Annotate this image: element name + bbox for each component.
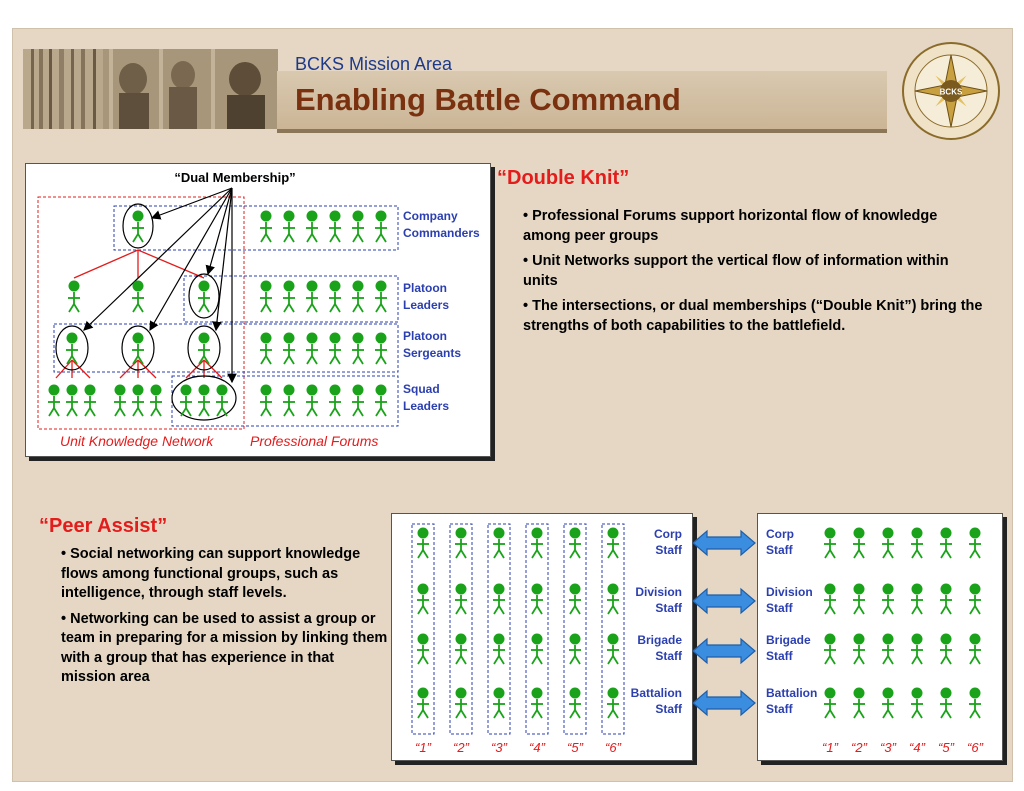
double-arrow-icon — [693, 691, 755, 715]
bullet: • Professional Forums support horizontal flow of knowledge among peer groups — [523, 208, 938, 244]
double-knit-heading: “Double Knit” — [497, 167, 630, 189]
svg-text:Staff: Staff — [766, 649, 793, 663]
staff-label-division: Division — [635, 585, 682, 599]
group-number: “4” — [909, 740, 925, 755]
slide — [12, 28, 1013, 782]
row-label-platoon-sergeants: Platoon — [403, 329, 447, 343]
group-number: “5” — [567, 740, 583, 755]
peer-assist-right-panel — [757, 513, 1003, 761]
row-label-company: Company — [403, 209, 458, 223]
bullet: • Networking can be used to assist a group or team in preparing for a mission by linking them with a group that has experience in that mission area — [61, 610, 388, 685]
staff-label-brigade: Brigade — [766, 633, 811, 647]
staff-label-battalion: Battalion — [766, 686, 818, 700]
bcks-seal-logo — [901, 41, 1001, 141]
staff-label-corp: Corp — [766, 527, 794, 541]
group-number: “1” — [415, 740, 431, 755]
svg-text:Staff: Staff — [655, 601, 682, 615]
figure-group — [824, 528, 981, 719]
row-label-squad: Squad — [403, 382, 440, 396]
forum-row-platoon-sergeants — [54, 324, 398, 372]
svg-text:Staff: Staff — [655, 702, 682, 716]
group-number: “1” — [822, 740, 838, 755]
bullet: • Social networking can support knowledge flows among functional groups, such as intelligence, through staff levels. — [61, 546, 361, 601]
group-number: “5” — [938, 740, 954, 755]
professional-forums-label: Professional Forums — [250, 433, 379, 449]
row-label-platoon-leaders: Platoon — [403, 281, 447, 295]
group-number: “2” — [453, 740, 469, 755]
double-arrow-icon — [693, 589, 755, 613]
exchange-arrows — [691, 513, 757, 759]
svg-text:Staff: Staff — [766, 543, 793, 557]
svg-text:Staff: Staff — [766, 601, 793, 615]
staff-label-brigade: Brigade — [637, 633, 682, 647]
double-knit-bullets — [523, 207, 983, 342]
dual-membership-diagram — [25, 163, 491, 457]
group-number: “2” — [851, 740, 867, 755]
staff-label-battalion: Battalion — [630, 686, 682, 700]
group-number: “4” — [529, 740, 545, 755]
header-subtitle: BCKS Mission Area — [295, 54, 453, 74]
svg-text:BCKS: BCKS — [939, 87, 963, 97]
svg-text:Staff: Staff — [655, 543, 682, 557]
svg-text:Staff: Staff — [655, 649, 682, 663]
svg-text:Sergeants: Sergeants — [403, 346, 462, 360]
double-arrow-icon — [693, 531, 755, 555]
svg-text:Staff: Staff — [766, 702, 793, 716]
group-number: “3” — [880, 740, 896, 755]
bullet: • Unit Networks support the vertical flow of information within units — [523, 253, 949, 289]
svg-text:Leaders: Leaders — [403, 298, 450, 312]
soldier-photo-strip — [23, 49, 278, 129]
group-number: “6” — [605, 740, 621, 755]
forum-row-squad — [172, 376, 398, 426]
page-title: Enabling Battle Command — [295, 82, 681, 117]
peer-assist-heading: “Peer Assist” — [39, 515, 168, 537]
staff-label-division: Division — [766, 585, 813, 599]
staff-label-corp: Corp — [654, 527, 682, 541]
dual-membership-title: “Dual Membership” — [174, 170, 296, 185]
svg-text:Commanders: Commanders — [403, 226, 480, 240]
svg-text:Leaders: Leaders — [403, 399, 450, 413]
peer-assist-bullets — [61, 545, 391, 694]
figure-group — [417, 528, 619, 719]
peer-assist-left-panel — [391, 513, 693, 761]
double-arrow-icon — [693, 639, 755, 663]
group-number: “6” — [967, 740, 983, 755]
group-number: “3” — [491, 740, 507, 755]
bullet: • The intersections, or dual memberships (“Double Knit”) bring the strengths of both capabilities to the battlefield. — [523, 298, 983, 334]
unit-network-label: Unit Knowledge Network — [60, 433, 214, 449]
